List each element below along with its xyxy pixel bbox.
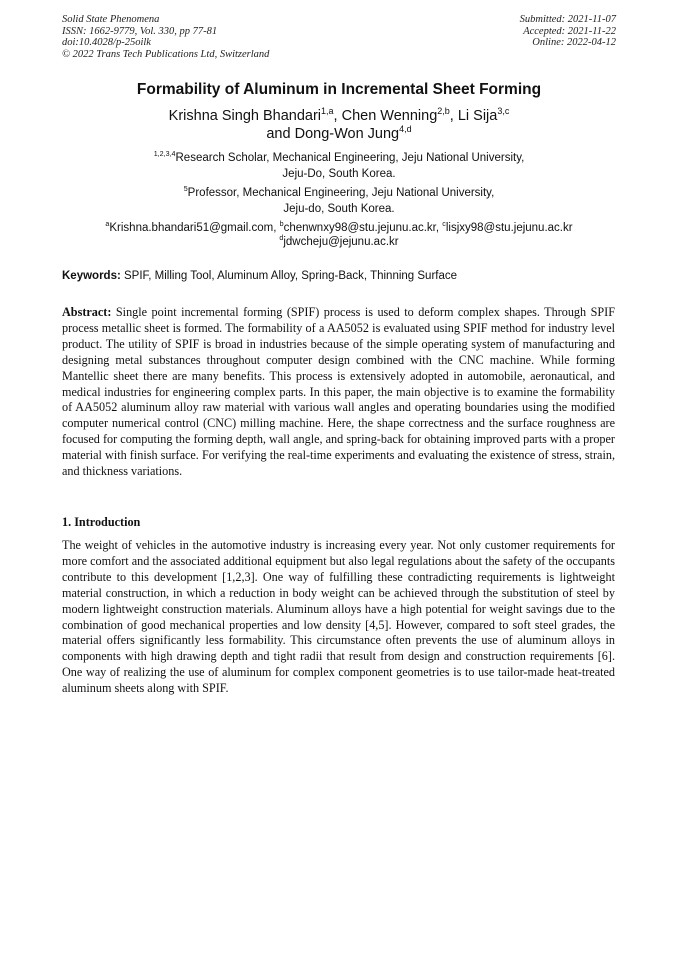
email-sup: b — [279, 220, 284, 229]
author-conjunction: and — [266, 126, 295, 142]
author-separator: , — [449, 108, 458, 124]
paper-title: Formability of Aluminum in Incremental Sheet Forming — [136, 81, 542, 98]
online-date: Online: 2022-04-12 — [532, 37, 616, 48]
author-sup: 3,c — [497, 106, 510, 117]
copyright-line: © 2022 Trans Tech Publications Ltd, Switzerland — [62, 48, 270, 60]
affiliation-line: Professor, Mechanical Engineering, Jeju National University, — [187, 187, 495, 199]
author-sup: 4,d — [399, 124, 412, 135]
affiliation-line: Research Scholar, Mechanical Engineering, Jeju National University, — [175, 152, 525, 164]
introduction-text: The weight of vehicles in the automotive industry is increasing every year. Not only customer requirements for more comfort and the associated additional equipment but also legal regulations about the safety of the occupants contribute to this development [1,2,3]. One way of fulfilling these contradicting requirements is lightweight material construction, in which a reduction in body weight can be achieved through the substitution of steel by modern lightweight construction materials. Aluminum alloys have a high potential for weight savings due to the combination of good mechanical properties and low density [4,5]. However, compared to soft steel grades, the material offers significantly less formability. This circumstance often prevents the use of aluminum alloys in components with high drawing depth and tight radii that result from design and construction requirements [6]. One way of realizing the use of aluminum for complex component geometries is to use tailor-made heat-treated aluminum sheets along with SPIF. — [62, 538, 616, 696]
author-list — [0, 107, 678, 143]
keywords — [62, 270, 618, 282]
journal-name: Solid State Phenomena — [62, 14, 160, 25]
section-heading: 1. Introduction — [62, 515, 141, 529]
affiliation — [0, 150, 678, 182]
dates-info — [520, 14, 616, 49]
author-separator: , — [333, 108, 342, 124]
author-sup: 2,b — [437, 106, 450, 117]
author-name: Dong-Won Jung — [294, 126, 400, 142]
affiliation-sup: 1,2,3,4 — [153, 150, 176, 159]
author-name: Li Sija — [457, 108, 498, 124]
email-link[interactable]: Krishna.bhandari51@gmail.com — [109, 222, 274, 234]
affiliation-sup: 5 — [183, 185, 188, 194]
abstract-label: Abstract: — [62, 305, 112, 319]
email-list: $^a$Krishna.bhandari51@gmail.com, $^b$chenwnxy98@stu.jejunu.ac.kr, $^c$lisjxy98@stu.jejunu.ac.kr $^d$jdwcheju@jejunu.ac.kr — [105, 220, 573, 248]
affiliation-line: Jeju-do, South Korea. — [283, 203, 395, 215]
abstract — [62, 305, 615, 480]
email-link[interactable]: lisjxy98@stu.jejunu.ac.kr — [445, 222, 573, 234]
email-sup: d — [279, 234, 284, 243]
author-name: Krishna Singh Bhandari — [168, 108, 322, 124]
keywords-label: Keywords: — [62, 270, 121, 282]
affiliation — [0, 185, 678, 217]
email-sup: a — [105, 220, 110, 229]
journal-info — [62, 14, 269, 60]
author-sup: 1,a — [321, 106, 334, 117]
accepted-date: Accepted: 2021-11-22 — [523, 25, 616, 37]
author-name: Chen Wenning — [341, 108, 438, 124]
email-sup: c — [442, 220, 446, 229]
issn-line: ISSN: 1662-9779, Vol. 330, pp 77-81 — [62, 25, 218, 37]
keywords-text: SPIF, Milling Tool, Aluminum Alloy, Spring-Back, Thinning Surface — [120, 270, 458, 282]
abstract-text: Single point incremental forming (SPIF) process is used to deform complex shapes. Through SPIF process metallic sheet is formed. The formability of a AA5052 is evaluated using SPIF method for industry level product. The utility of SPIF is broad in industries because of the simple operating system of manufacturing and designing metal substances throughout computer design combined with the CNC machine. While forming Mantellic sheet there are many benefits. This process is extensively adopted in automobile, aeronautical, and medical industries for engineering complex parts. In this paper, the main objective is to examine the formability of AA5052 aluminum alloy raw material with various wall angles and operating boundaries using the modified computer numerical control (CNC) milling machine. Here, the shape correctness and the surface roughness are focused for computing the forming depth, wall angle, and spring-back for obtaining improved parts with a proper material with finish surface. For verifying the real-time experiments and evaluating the existence of stress, strain, and thickness variations. — [62, 305, 615, 479]
doi-line: doi:10.4028/p-25oilk — [62, 37, 151, 48]
email-link[interactable]: jdwcheju@jejunu.ac.kr — [283, 236, 399, 248]
affiliation-line: Jeju-Do, South Korea. — [282, 168, 396, 180]
email-link[interactable]: chenwnxy98@stu.jejunu.ac.kr — [283, 222, 436, 234]
submitted-date: Submitted: 2021-11-07 — [519, 14, 616, 25]
